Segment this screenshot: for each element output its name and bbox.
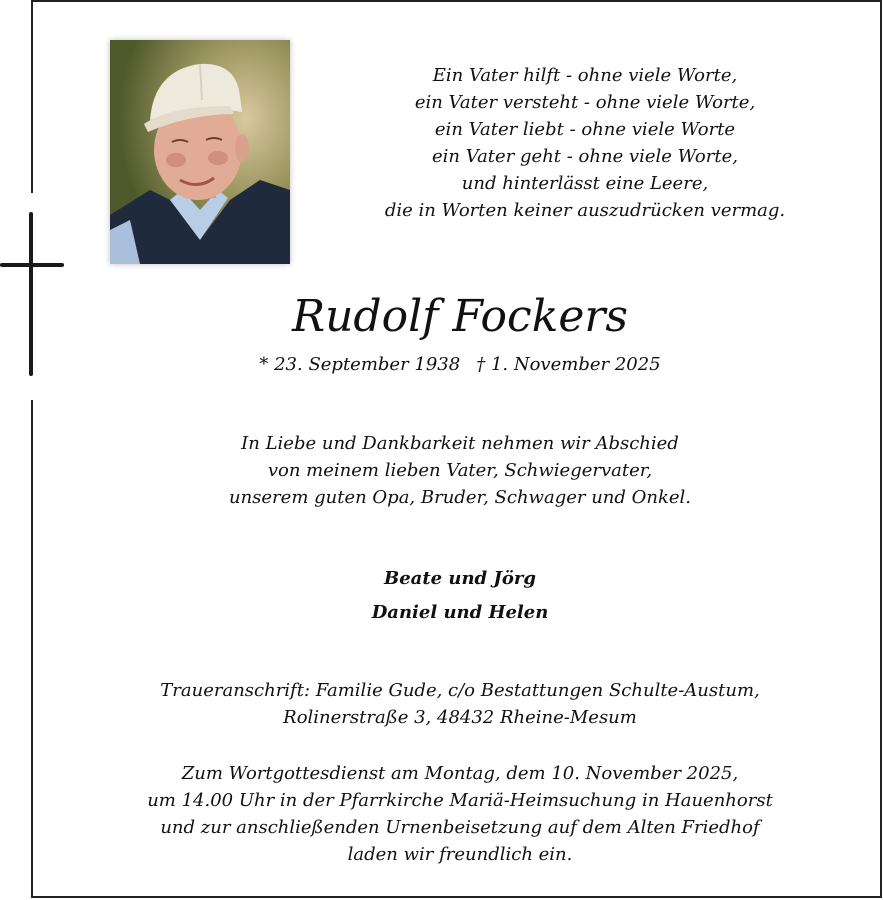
mourning-address [60, 677, 860, 731]
portrait-photo [110, 40, 290, 264]
life-dates [160, 352, 760, 378]
family-names [210, 562, 710, 630]
frame-left-bottom [31, 400, 33, 898]
cross-icon [0, 212, 66, 376]
service-announcement [60, 760, 860, 868]
service-line: Zum Wortgottesdienst am Montag, dem 10. November 2025, [181, 763, 739, 784]
family-line: Daniel und Helen [371, 602, 549, 623]
cross-horizontal-bar [0, 263, 64, 267]
poem-line: ein Vater liebt - ohne viele Worte [434, 119, 736, 140]
family-line: Beate und Jörg [384, 568, 536, 589]
deceased-name: Rudolf Fockers [291, 291, 629, 342]
poem-line: und hinterlässt eine Leere, [461, 173, 709, 194]
frame-right [880, 0, 882, 898]
portrait-illustration [110, 40, 290, 264]
death-date: † 1. November 2025 [476, 354, 661, 375]
frame-top [32, 0, 882, 2]
farewell-line: In Liebe und Dankbarkeit nehmen wir Abschied [241, 433, 679, 454]
poem-line: ein Vater geht - ohne viele Worte, [432, 146, 738, 167]
farewell-line: unserem guten Opa, Bruder, Schwager und Onkel. [228, 487, 692, 508]
frame-bottom [32, 896, 882, 898]
frame-left-top [31, 0, 33, 193]
address-line: Traueranschrift: Familie Gude, c/o Bestattungen Schulte-Austum, [160, 680, 760, 701]
poem-line: Ein Vater hilft - ohne viele Worte, [432, 65, 738, 86]
poem [330, 62, 840, 224]
farewell-line: von meinem lieben Vater, Schwiegervater, [267, 460, 653, 481]
service-line: laden wir freundlich ein. [347, 844, 573, 865]
cross-vertical-bar [29, 212, 33, 376]
address-line: Rolinerstraße 3, 48432 Rheine-Mesum [283, 707, 637, 728]
poem-line: die in Worten keiner auszudrücken vermag. [384, 200, 786, 221]
service-line: um 14.00 Uhr in der Pfarrkirche Mariä-Heimsuchung in Hauenhorst [147, 790, 773, 811]
birth-date: * 23. September 1938 [259, 354, 461, 375]
poem-line: ein Vater versteht - ohne viele Worte, [414, 92, 756, 113]
service-line: und zur anschließenden Urnenbeisetzung auf dem Alten Friedhof [160, 817, 760, 838]
farewell-text [110, 430, 810, 511]
